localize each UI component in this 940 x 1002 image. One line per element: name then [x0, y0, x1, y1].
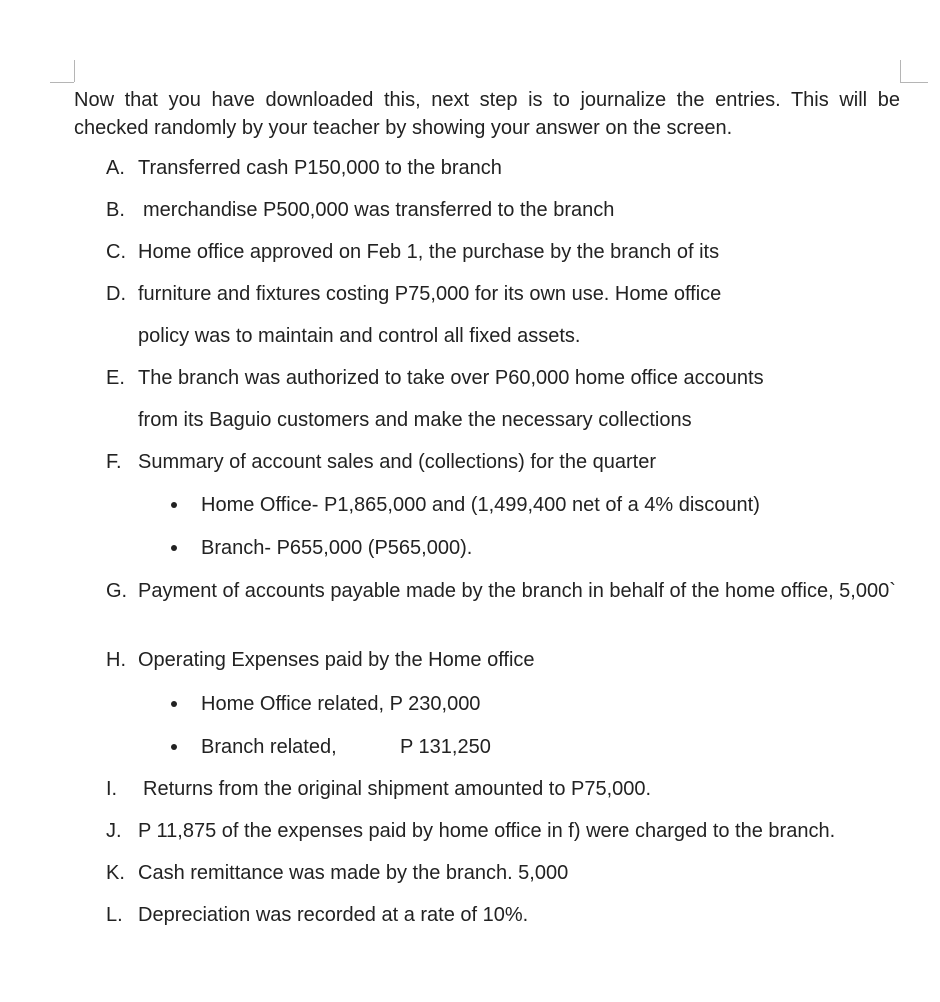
item-l-text: Depreciation was recorded at a rate of 10%.	[138, 904, 529, 926]
item-d-marker: D.	[106, 283, 126, 305]
bullet-dot	[171, 545, 177, 551]
intro-paragraph: Now that you have downloaded this, next step is to journalize the entries. This will be checked randomly by your teacher by showing your answer on the screen.	[74, 89, 900, 139]
item-b-text: merchandise P500,000 was transferred to the branch	[143, 199, 615, 221]
item-c-marker: C.	[106, 241, 126, 263]
bullet-dot	[171, 744, 177, 750]
item-f-text: Summary of account sales and (collections) for the quarter	[138, 451, 657, 473]
item-k-marker: K.	[106, 862, 125, 884]
margin-corner-top-left-h	[50, 82, 74, 83]
item-c-text: Home office approved on Feb 1, the purchase by the branch of its	[138, 241, 720, 263]
item-e-marker: E.	[106, 367, 125, 389]
item-h-branch-amount: P 131,250	[400, 736, 491, 758]
item-g-text: Payment of accounts payable made by the branch in behalf of the home office, 5,000`	[138, 580, 896, 602]
item-d-text: furniture and fixtures costing P75,000 for its own use. Home office	[138, 283, 722, 305]
item-i-text: Returns from the original shipment amounted to P75,000.	[143, 778, 652, 800]
bullet-dot	[171, 502, 177, 508]
bullet-dot	[171, 701, 177, 707]
item-b-marker: B.	[106, 199, 125, 221]
item-k-text: Cash remittance was made by the branch. 5,000	[138, 862, 569, 884]
item-h-marker: H.	[106, 649, 126, 671]
item-h-bullet-1: Home Office related, P 230,000	[201, 693, 481, 715]
margin-corner-top-right-h	[900, 82, 928, 83]
item-l-marker: L.	[106, 904, 123, 926]
item-a-text: Transferred cash P150,000 to the branch	[138, 157, 502, 179]
item-d-continuation: policy was to maintain and control all fixed assets.	[138, 325, 581, 347]
item-f-marker: F.	[106, 451, 122, 473]
item-h-bullet-2: Branch related,	[201, 736, 337, 758]
item-i-marker: I.	[106, 778, 118, 800]
item-h-text: Operating Expenses paid by the Home office	[138, 649, 535, 671]
item-a-marker: A.	[106, 157, 125, 179]
margin-corner-top-left	[74, 60, 75, 82]
item-f-bullet-1: Home Office- P1,865,000 and (1,499,400 net of a 4% discount)	[201, 494, 760, 516]
item-j-marker: J.	[106, 820, 122, 842]
item-f-bullet-2: Branch- P655,000 (P565,000).	[201, 537, 473, 559]
item-g-marker: G.	[106, 580, 128, 602]
item-e-text: The branch was authorized to take over P60,000 home office accounts	[138, 367, 764, 389]
item-e-continuation: from its Baguio customers and make the necessary collections	[138, 409, 692, 431]
margin-corner-top-right	[900, 60, 901, 82]
item-j-text: P 11,875 of the expenses paid by home office in f) were charged to the branch.	[138, 820, 836, 842]
